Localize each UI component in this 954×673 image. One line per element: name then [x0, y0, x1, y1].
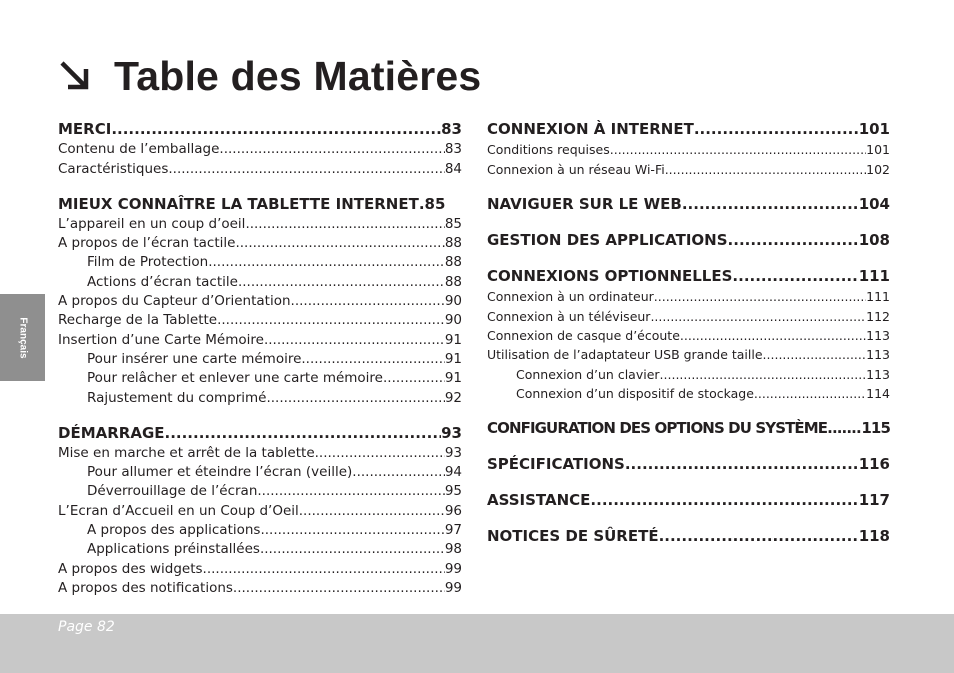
toc-entry[interactable]: Connexion à un réseau Wi-Fi ..... 102 [487, 157, 890, 176]
page-footer [0, 614, 954, 673]
toc-entry[interactable]: Utilisation de l’adaptateur USB grande taille ..... 113 [487, 343, 890, 362]
toc-subentry[interactable]: Actions d’écran tactile ..... 88 [58, 270, 462, 289]
toc-subentry[interactable]: Pour insérer une carte mémoire ..... 91 [58, 348, 462, 367]
toc-section-mieux-connaitre[interactable]: MIEUX CONNAÎTRE LA TABLETTE INTERNET .85 [58, 194, 446, 213]
toc-section-configuration[interactable]: CONFIGURATION DES OPTIONS DU SYSTÈME ..... 115 [487, 415, 890, 437]
toc-subentry[interactable]: Film de Protection ..... 88 [58, 251, 462, 270]
toc-left-column [58, 116, 462, 596]
toc-subentry[interactable]: Connexion d’un dispositif de stockage ..... 114 [487, 382, 890, 401]
language-tab [0, 294, 45, 381]
toc-entry[interactable]: Connexion à un ordinateur ..... 111 [487, 285, 890, 304]
toc-subentry[interactable]: Rajustement du comprimé ..... 92 [58, 386, 462, 405]
toc-entry[interactable]: L’appareil en un coup d’oeil ..... 85 [58, 213, 462, 232]
toc-entry[interactable]: Contenu de l’emballage ..... 83 [58, 138, 462, 157]
toc-section-connexions-optionnelles[interactable]: CONNEXIONS OPTIONNELLES ..... 111 [487, 263, 890, 285]
toc-subentry[interactable]: A propos des applications ..... 97 [58, 519, 462, 538]
toc-section-notices[interactable]: NOTICES DE SÛRETÉ ..... 118 [487, 523, 890, 545]
toc-subentry[interactable]: Pour allumer et éteindre l’écran (veille) ..... 94 [58, 461, 462, 480]
toc-section-connexion-internet[interactable]: CONNEXION À INTERNET ..... 101 [487, 116, 890, 138]
page-title: Table des Matières [114, 52, 482, 99]
toc-section-demarrage[interactable]: DÉMARRAGE ..... 93 [58, 420, 462, 442]
page-number: Page 82 [58, 619, 115, 635]
toc-subentry[interactable]: Connexion d’un clavier ..... 113 [487, 362, 890, 381]
toc-section-naviguer[interactable]: NAVIGUER SUR LE WEB ..... 104 [487, 191, 890, 213]
toc-entry[interactable]: Connexion à un téléviseur ..... 112 [487, 304, 890, 323]
toc-entry[interactable]: A propos de l’écran tactile ..... 88 [58, 232, 462, 251]
toc-entry[interactable]: Insertion d’une Carte Mémoire ..... 91 [58, 328, 462, 347]
toc-section-assistance[interactable]: ASSISTANCE ..... 117 [487, 487, 890, 509]
toc-subentry[interactable]: Déverrouillage de l’écran ..... 95 [58, 480, 462, 499]
toc-entry[interactable]: A propos des notifications ..... 99 [58, 577, 462, 596]
toc-entry[interactable]: A propos du Capteur d’Orientation ..... 90 [58, 290, 462, 309]
toc-entry[interactable]: A propos des widgets ..... 99 [58, 557, 462, 576]
language-tab-label: Français [17, 316, 28, 359]
arrow-down-right-icon [58, 57, 92, 97]
toc-section-specifications[interactable]: SPÉCIFICATIONS ..... 116 [487, 451, 890, 473]
toc-entry[interactable]: Connexion de casque d’écoute ..... 113 [487, 324, 890, 343]
toc-subentry[interactable]: Pour relâcher et enlever une carte mémoire ..... 91 [58, 367, 462, 386]
toc-entry[interactable]: Caractéristiques ..... 84 [58, 157, 462, 176]
page-title-block [58, 48, 481, 104]
toc-entry[interactable]: Conditions requises ..... 101 [487, 138, 890, 157]
toc-section-gestion[interactable]: GESTION DES APPLICATIONS ..... 108 [487, 227, 890, 249]
toc-section-merci[interactable]: MERCI ..... 83 [58, 116, 462, 138]
toc-entry[interactable]: Mise en marche et arrêt de la tablette ..... 93 [58, 442, 462, 461]
toc-right-column [487, 116, 890, 545]
toc-entry[interactable]: Recharge de la Tablette ..... 90 [58, 309, 462, 328]
toc-subentry[interactable]: Applications préinstallées ..... 98 [58, 538, 462, 557]
toc-entry[interactable]: L’Ecran d’Accueil en un Coup d’Oeil ..... 96 [58, 499, 462, 518]
